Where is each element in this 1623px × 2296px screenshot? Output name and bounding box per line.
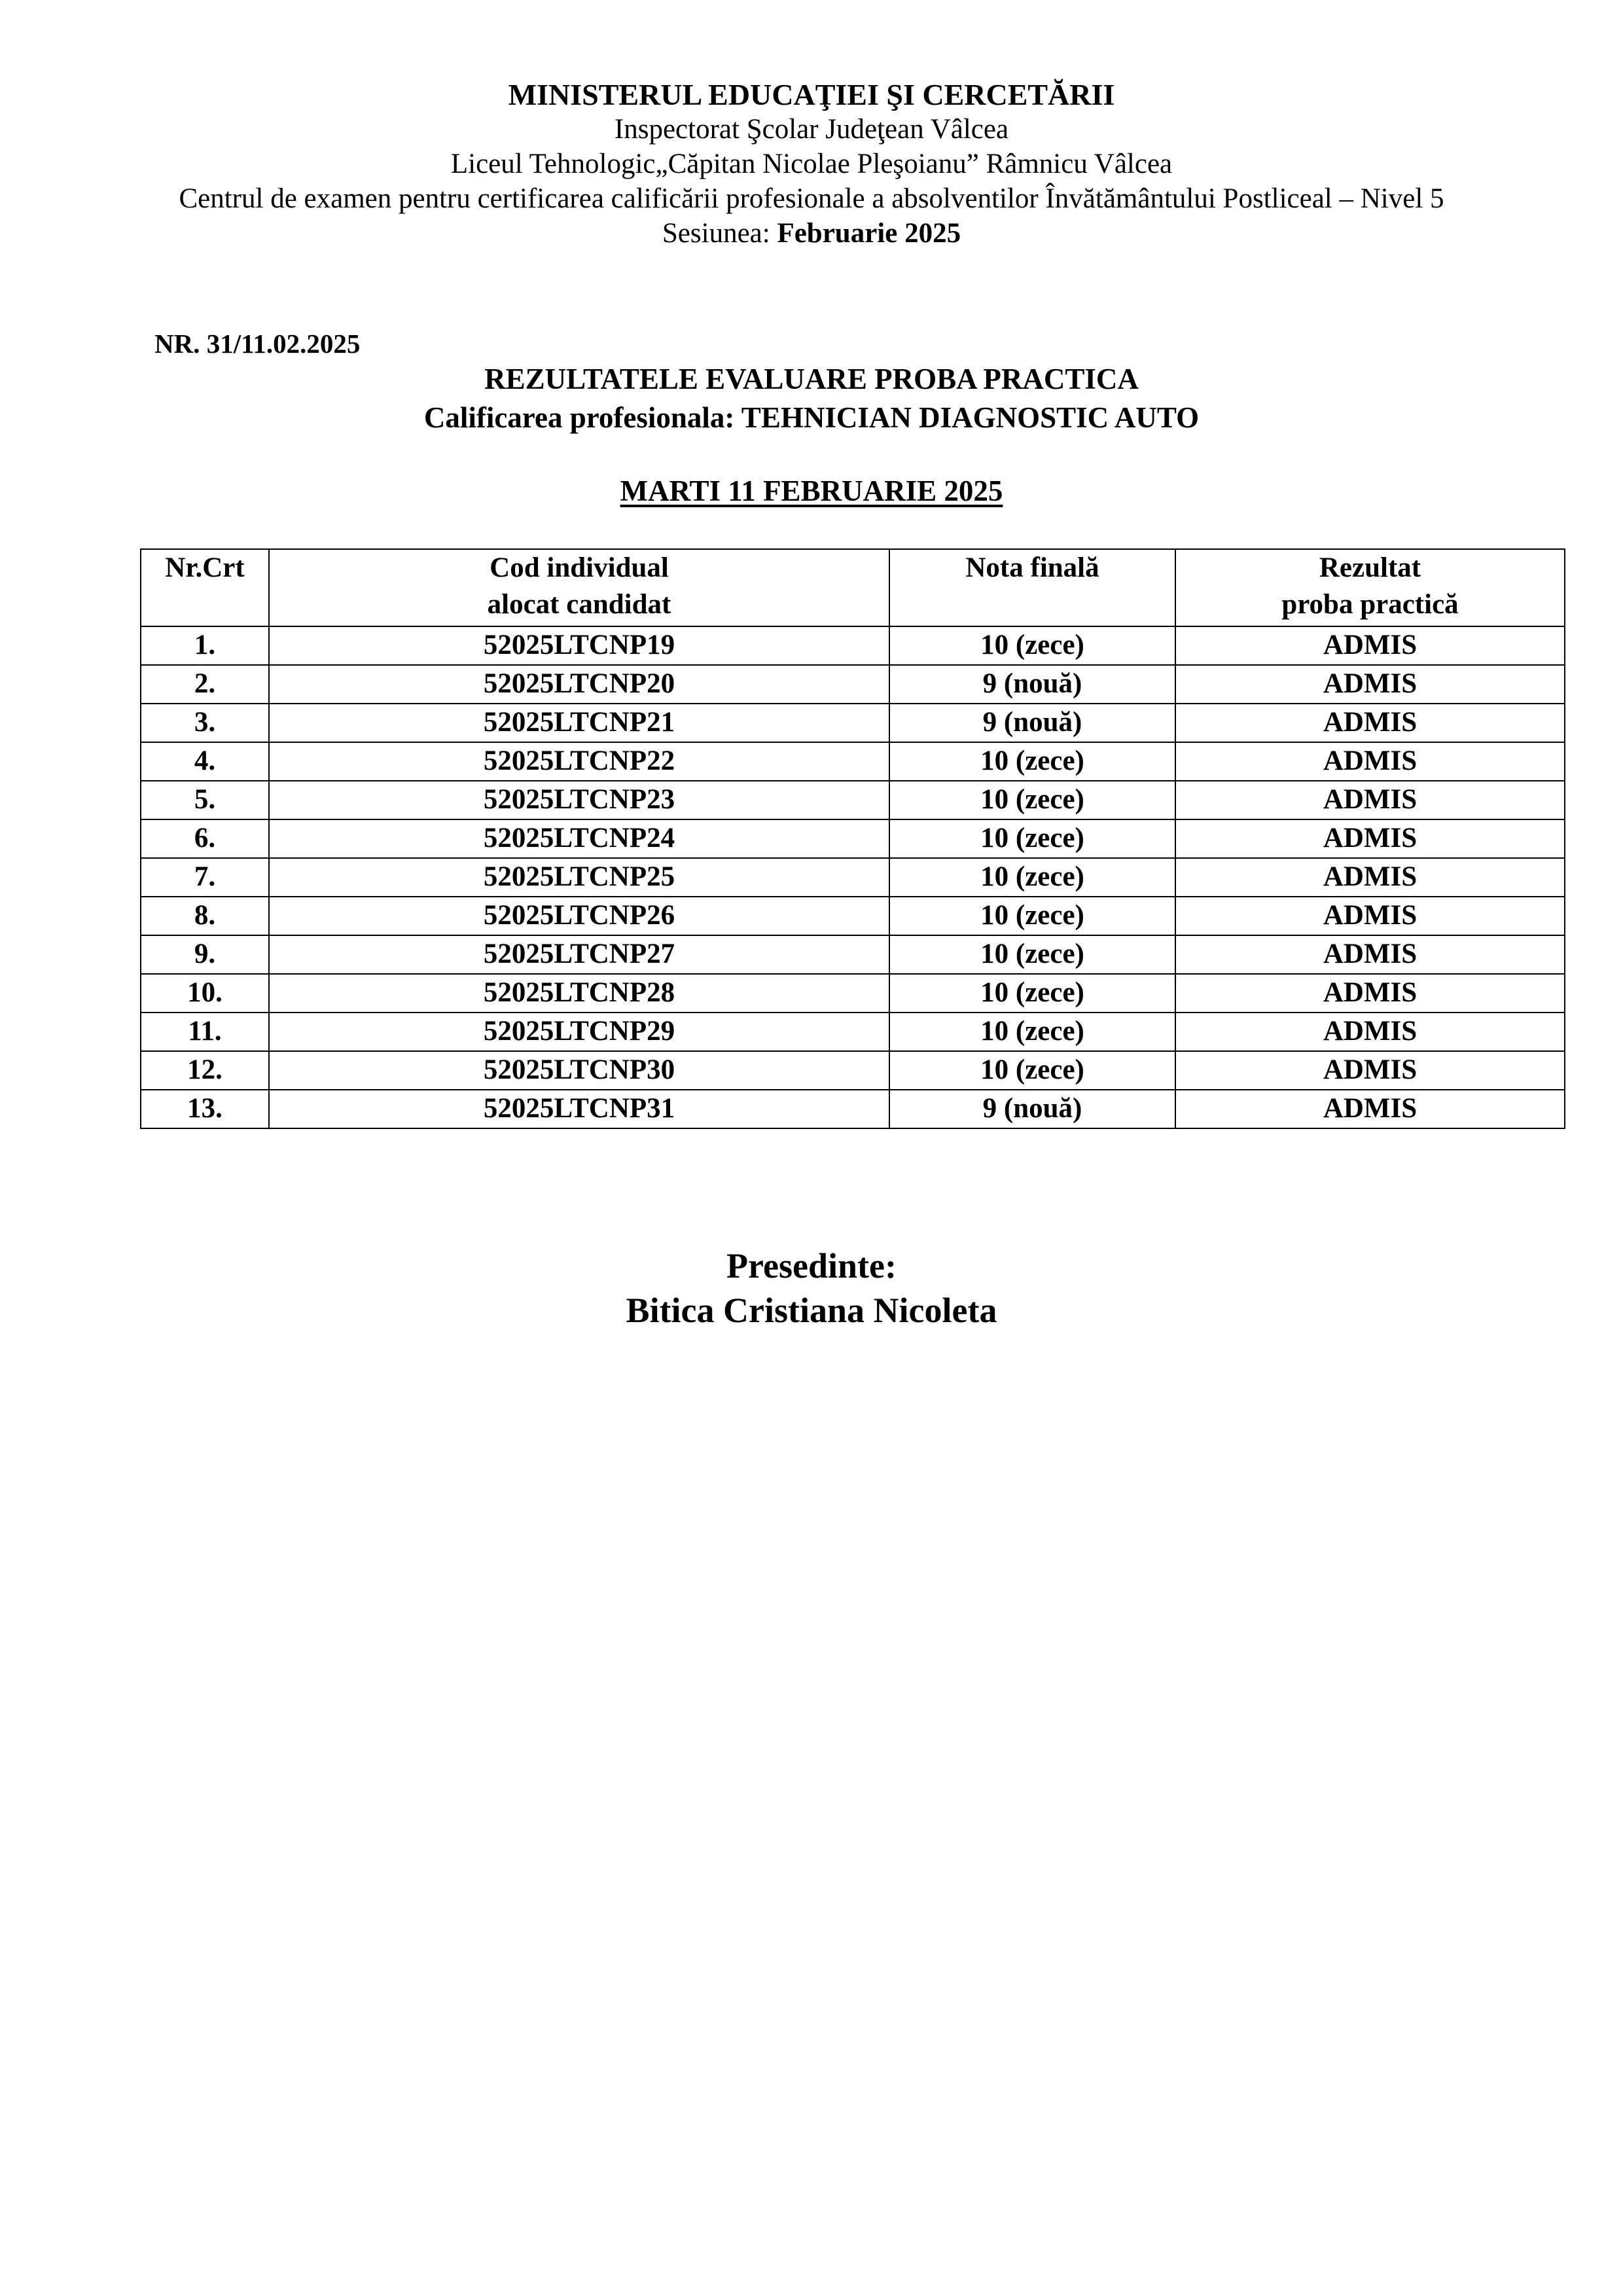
final-grade: 10 (zece) xyxy=(889,1013,1175,1051)
session xyxy=(0,216,1623,251)
row-number: 11. xyxy=(141,1013,269,1051)
row-number: 2. xyxy=(141,665,269,704)
header-nr-crt: Nr.Crt xyxy=(141,549,269,626)
row-number: 13. xyxy=(141,1090,269,1128)
results-table xyxy=(140,548,1565,1129)
candidate-code: 52025LTCNP25 xyxy=(269,858,889,897)
table-row xyxy=(141,781,1565,819)
candidate-code: 52025LTCNP23 xyxy=(269,781,889,819)
table-row xyxy=(141,935,1565,974)
signature-role: Presedinte: xyxy=(726,1246,897,1285)
row-number: 7. xyxy=(141,858,269,897)
row-number: 3. xyxy=(141,704,269,742)
result: ADMIS xyxy=(1175,1051,1565,1090)
row-number: 5. xyxy=(141,781,269,819)
table-row xyxy=(141,1090,1565,1128)
result: ADMIS xyxy=(1175,819,1565,858)
row-number: 10. xyxy=(141,974,269,1013)
final-grade: 10 (zece) xyxy=(889,819,1175,858)
row-number: 9. xyxy=(141,935,269,974)
result: ADMIS xyxy=(1175,665,1565,704)
row-number: 6. xyxy=(141,819,269,858)
candidate-code: 52025LTCNP27 xyxy=(269,935,889,974)
final-grade: 10 (zece) xyxy=(889,1051,1175,1090)
result: ADMIS xyxy=(1175,897,1565,935)
final-grade: 10 (zece) xyxy=(889,626,1175,665)
result: ADMIS xyxy=(1175,742,1565,781)
exam-center: Centrul de examen pentru certificarea calificării profesionale a absolventilor Învătământului Postliceal – Nivel 5 xyxy=(179,183,1444,214)
header-nota-finala: Nota finală xyxy=(889,549,1175,626)
candidate-code: 52025LTCNP29 xyxy=(269,1013,889,1051)
result: ADMIS xyxy=(1175,781,1565,819)
candidate-code: 52025LTCNP28 xyxy=(269,974,889,1013)
result: ADMIS xyxy=(1175,935,1565,974)
results-body xyxy=(141,626,1565,1128)
table-row xyxy=(141,626,1565,665)
result: ADMIS xyxy=(1175,626,1565,665)
candidate-code: 52025LTCNP24 xyxy=(269,819,889,858)
table-row xyxy=(141,858,1565,897)
school-name: Liceul Tehnologic„Căpitan Nicolae Pleşoianu” Râmnicu Vâlcea xyxy=(450,149,1173,179)
signature-block xyxy=(0,1244,1623,1333)
candidate-code: 52025LTCNP21 xyxy=(269,704,889,742)
candidate-code: 52025LTCNP26 xyxy=(269,897,889,935)
final-grade: 9 (nouă) xyxy=(889,704,1175,742)
row-number: 4. xyxy=(141,742,269,781)
candidate-code: 52025LTCNP19 xyxy=(269,626,889,665)
row-number: 8. xyxy=(141,897,269,935)
candidate-code: 52025LTCNP30 xyxy=(269,1051,889,1090)
table-row xyxy=(141,1051,1565,1090)
table-row xyxy=(141,974,1565,1013)
exam-date xyxy=(0,473,1623,509)
table-header-row xyxy=(141,549,1565,626)
document-title: REZULTATELE EVALUARE PROBA PRACTICA xyxy=(484,363,1139,395)
candidate-code: 52025LTCNP20 xyxy=(269,665,889,704)
session-value: Februarie 2025 xyxy=(777,218,961,249)
final-grade: 10 (zece) xyxy=(889,897,1175,935)
table-row xyxy=(141,897,1565,935)
ministry-name: MINISTERUL EDUCAŢIEI ŞI CERCETĂRII xyxy=(508,78,1115,111)
result: ADMIS xyxy=(1175,704,1565,742)
inspectorate-name: Inspectorat Şcolar Judeţean Vâlcea xyxy=(614,114,1009,145)
exam-date-text: MARTI 11 FEBRUARIE 2025 xyxy=(620,475,1003,507)
table-row xyxy=(141,704,1565,742)
table-row xyxy=(141,665,1565,704)
document-number: NR. 31/11.02.2025 xyxy=(154,329,361,359)
table-row xyxy=(141,819,1565,858)
result: ADMIS xyxy=(1175,974,1565,1013)
candidate-code: 52025LTCNP31 xyxy=(269,1090,889,1128)
row-number: 1. xyxy=(141,626,269,665)
header-rezultat: Rezultat proba practică xyxy=(1175,549,1565,626)
candidate-code: 52025LTCNP22 xyxy=(269,742,889,781)
result: ADMIS xyxy=(1175,858,1565,897)
final-grade: 10 (zece) xyxy=(889,858,1175,897)
result: ADMIS xyxy=(1175,1013,1565,1051)
signature-name: Bitica Cristiana Nicoleta xyxy=(626,1291,997,1330)
session-label: Sesiunea: xyxy=(662,218,777,249)
document-titles xyxy=(0,360,1623,437)
table-row xyxy=(141,742,1565,781)
final-grade: 9 (nouă) xyxy=(889,1090,1175,1128)
final-grade: 10 (zece) xyxy=(889,742,1175,781)
final-grade: 9 (nouă) xyxy=(889,665,1175,704)
final-grade: 10 (zece) xyxy=(889,935,1175,974)
row-number: 12. xyxy=(141,1051,269,1090)
table-row xyxy=(141,1013,1565,1051)
document-header xyxy=(0,77,1623,251)
result: ADMIS xyxy=(1175,1090,1565,1128)
final-grade: 10 (zece) xyxy=(889,974,1175,1013)
final-grade: 10 (zece) xyxy=(889,781,1175,819)
qualification: Calificarea profesionala: TEHNICIAN DIAGNOSTIC AUTO xyxy=(423,401,1200,434)
header-cod-individual: Cod individual alocat candidat xyxy=(269,549,889,626)
